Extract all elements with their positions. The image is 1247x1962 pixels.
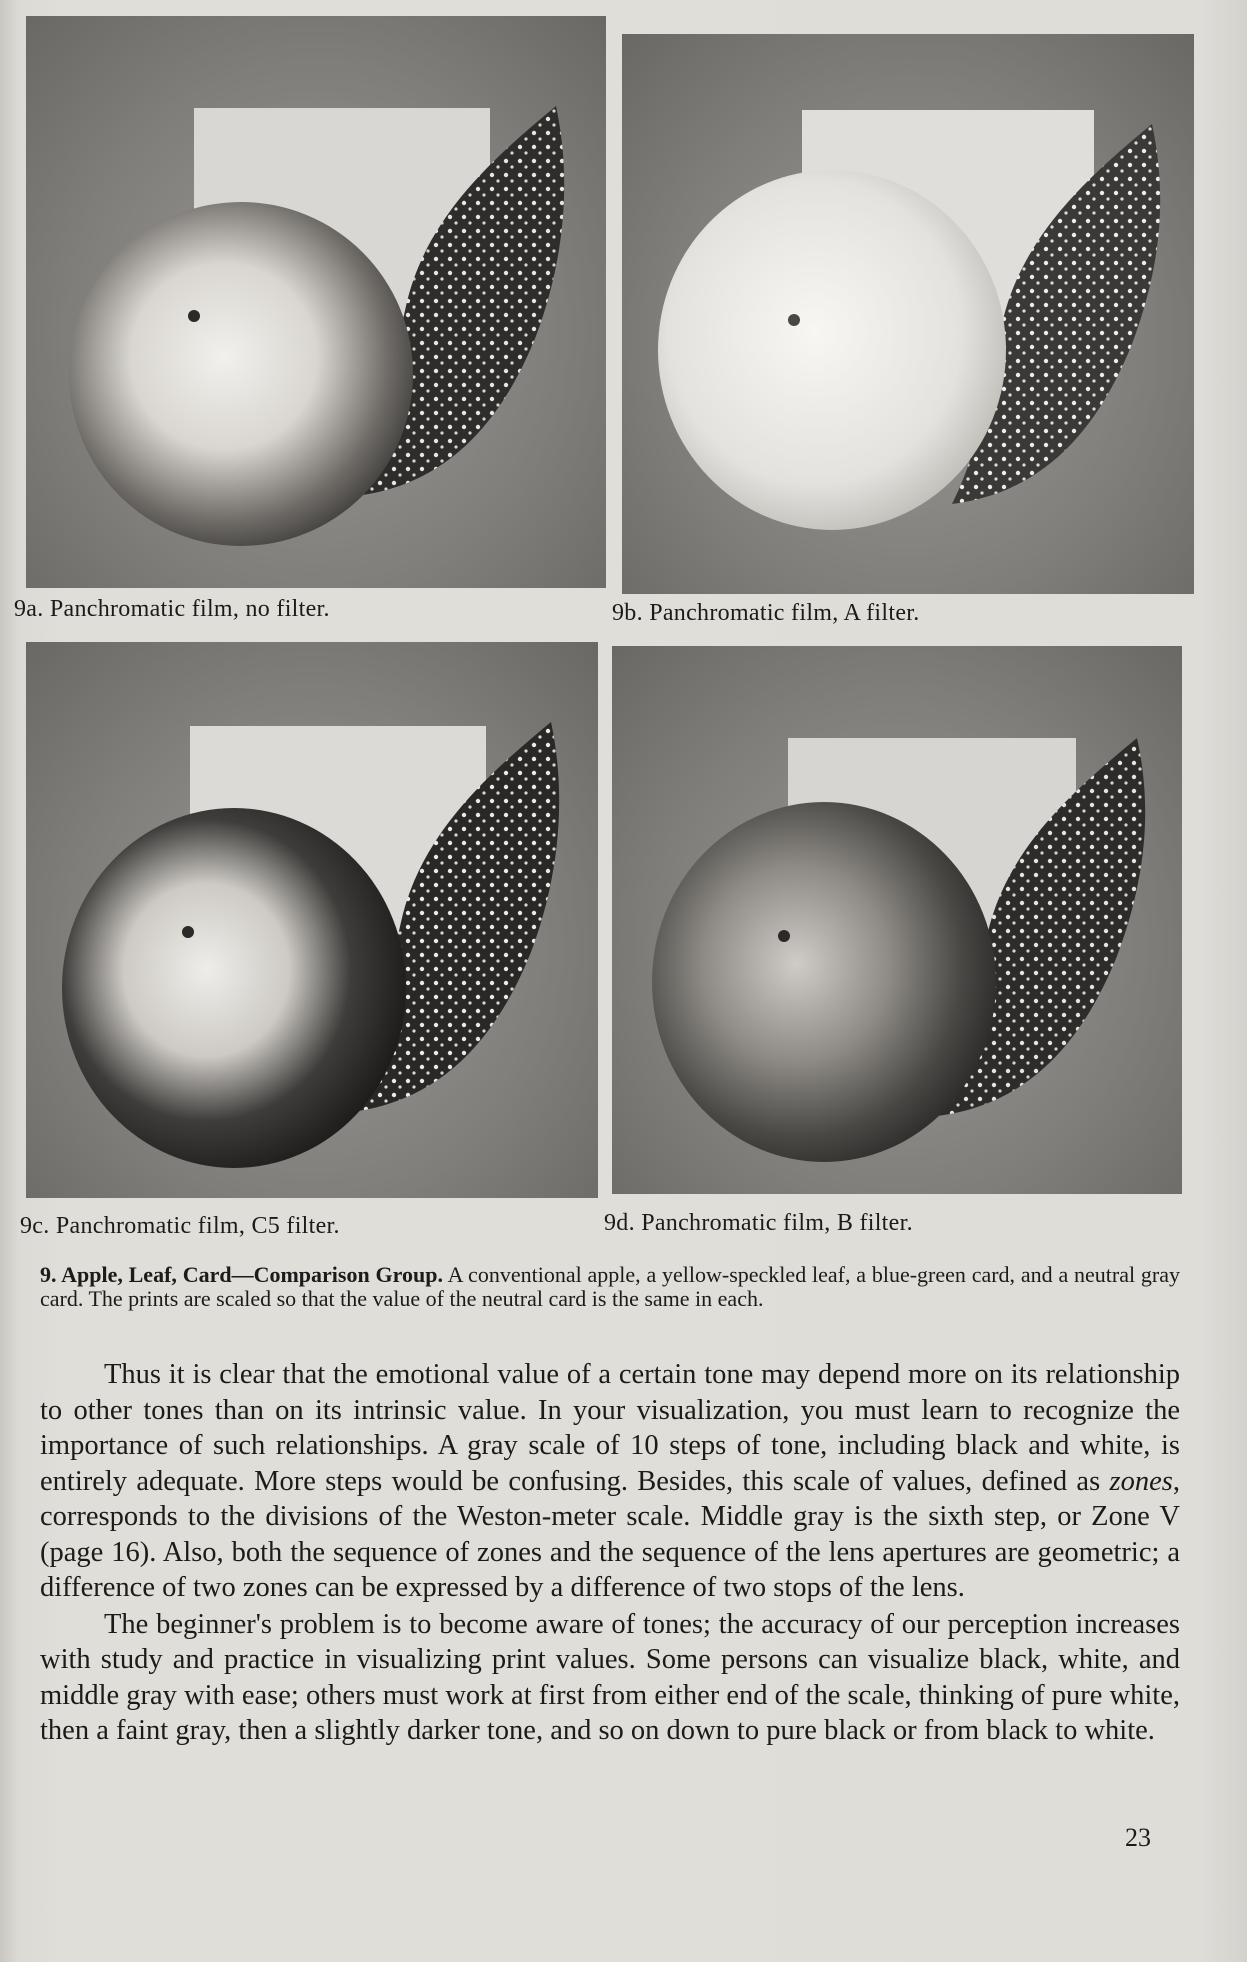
photo-9a [26, 16, 606, 588]
photo-9b-image [622, 34, 1194, 594]
body-text [40, 1357, 1180, 1749]
paragraph-1-part-2: , corresponds to the divisions of the Weston-meter scale. Middle gray is the sixth step, or Zone V (page 16). Also, both the sequence of zones and the sequence of the lens apertures are geometric; a difference of two zones can be expressed by a difference of two stops of the lens. [40, 1465, 1180, 1603]
photo-9d [612, 646, 1182, 1194]
caption-9d: 9d. Panchromatic film, B filter. [604, 1210, 913, 1236]
caption-9b: 9b. Panchromatic film, A filter. [612, 600, 920, 626]
page-number: 23 [1125, 1823, 1151, 1852]
paragraph-1 [40, 1357, 1180, 1606]
figure-title-label: 9. Apple, Leaf, Card—Comparison Group. [40, 1262, 443, 1287]
photo-9c [26, 642, 598, 1198]
figure-title-block [40, 1263, 1180, 1311]
figure-title-description: A conventional apple, a yellow-speckled leaf, a blue-green card, and a neutral gray card. The prints are scaled so that the value of the neutral card is the same in each. [40, 1262, 1180, 1311]
photo-9c-image [26, 642, 598, 1198]
paragraph-1-emphasis: zones [1109, 1465, 1173, 1497]
caption-9a: 9a. Panchromatic film, no filter. [14, 596, 330, 622]
paragraph-2: The beginner's problem is to become aware of tones; the accuracy of our perception increases with study and practice in visualizing print values. Some persons can visualize black, white, and middle gray with ease; others must work at first from either end of the scale, thinking of pure white, then a faint gray, then a slightly darker tone, and so on down to pure black or from black to white. [40, 1608, 1180, 1746]
paragraph-1-part-1: Thus it is clear that the emotional value of a certain tone may depend more on its relationship to other tones than on its intrinsic value. In your visualization, you must learn to recognize the importance of such relationships. A gray scale of 10 steps of tone, including black and white, is entirely adequate. More steps would be confusing. Besides, this scale of values, defined as [40, 1359, 1180, 1497]
photo-9d-image [612, 646, 1182, 1194]
caption-9c: 9c. Panchromatic film, C5 filter. [20, 1213, 340, 1239]
photo-9a-image [26, 16, 606, 588]
photo-9b [622, 34, 1194, 594]
